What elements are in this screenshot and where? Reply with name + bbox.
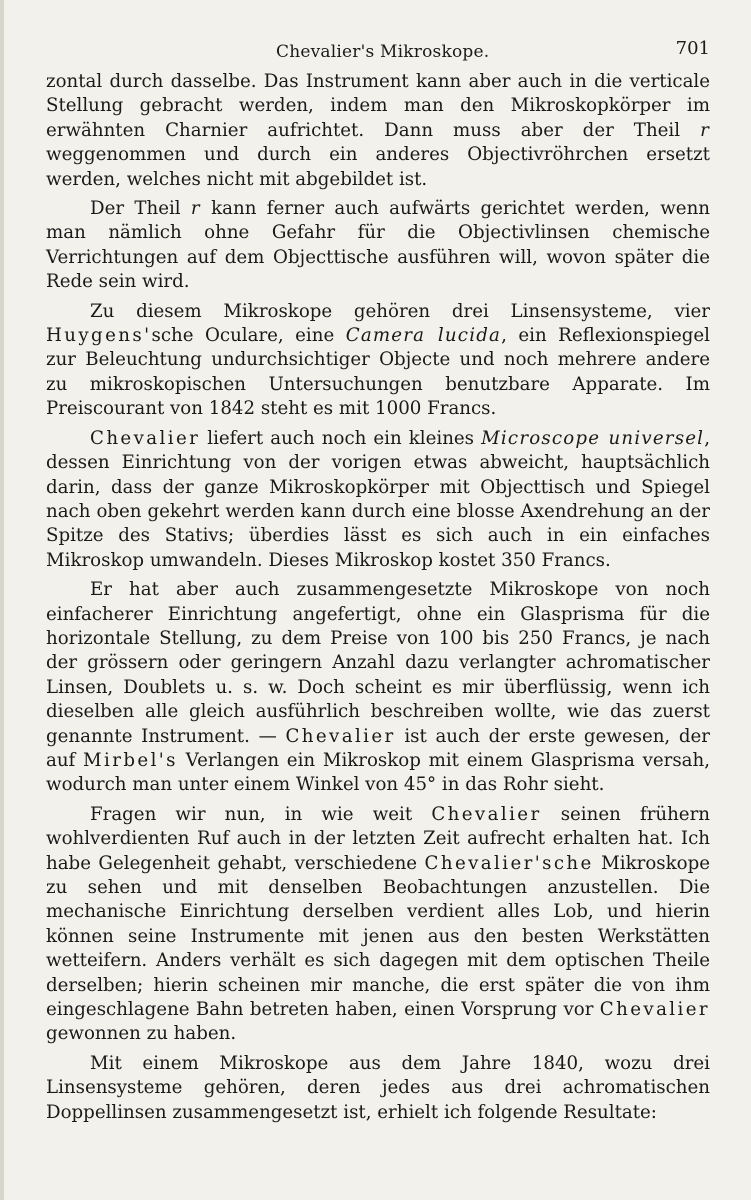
spaced-name: Huygens': [46, 325, 152, 347]
paragraph: [46, 1052, 710, 1125]
text-run: kann ferner auch aufwärts gerichtet werden, wenn man nämlich ohne Gefahr für die Objectivlinsen chemische Verrichtungen auf dem Objecttische ausführen will, wovon später die Rede sein wird.: [46, 198, 710, 293]
page-edge: [0, 0, 4, 1200]
text-run: Mikroskope zu sehen und mit denselben Beobachtungen anzustellen. Die mechanische Einrichtung derselben verdient alles Lob, und hierin können seine Instrumente mit jenen aus den besten Werkstätten wetteifern. Anders verhält es sich dagegen mit dem optischen Theile derselben; hierin scheinen mir manche, die erst später die von ihm eingeschlagene Bahn betreten haben, einen Vorsprung vor: [46, 852, 710, 1021]
spaced-name: Mirbel's: [83, 749, 178, 771]
spaced-name: Chevalier'sche: [424, 852, 594, 874]
text-run: weggenommen und durch ein anderes Objectivröhrchen ersetzt werden, welches nicht mit abgebildet ist.: [46, 144, 710, 190]
text-run: Er hat aber auch zusammengesetzte Mikroskope von noch einfacherer Einrichtung angefertigt, ohne ein Glasprisma für die horizontale Stellung, zu dem Preise von 100 bis 250 Francs, je nach der grössern oder geringern Anzahl dazu verlangter achromatischer Linsen, Doublets u. s. w. Doch scheint es mir überflüssig, wenn ich dieselben alle gleich ausführlich beschreiben wollte, wie das zuerst genannte Instrument. —: [46, 579, 710, 747]
paragraph: [46, 300, 710, 422]
italic-text: r: [190, 198, 201, 220]
book-page: [46, 34, 710, 1130]
paragraph: [46, 427, 710, 573]
paragraph: [46, 197, 710, 295]
spaced-name: Chevalier: [90, 427, 201, 449]
spaced-name: Chevalier: [431, 803, 542, 825]
page-number: 701: [675, 38, 710, 59]
italic-text: Microscope universel: [481, 427, 705, 449]
text-run: Verlangen ein Mikroskop mit einem Glasprisma versah, wodurch man unter einem Winkel von 45° in das Rohr sieht.: [46, 749, 710, 796]
text-run: seinen frühern wohlverdienten Ruf auch in der letzten Zeit aufrecht erhalten hat. Ich habe Gelegenheit gehabt, verschiedene: [46, 803, 710, 874]
text-run: Mit einem Mikroskope aus dem Jahre 1840, wozu drei Linsensysteme gehören, deren jedes aus drei achromatischen Doppellinsen zusammengesetzt ist, erhielt ich folgende Resultate:: [46, 1052, 710, 1123]
paragraph: [46, 578, 710, 798]
text-run: sche Oculare, eine: [151, 325, 346, 347]
text-run: Zu diesem Mikroskope gehören drei Linsensysteme, vier: [90, 300, 710, 322]
text-run: gewonnen zu haben.: [46, 1023, 237, 1045]
text-run: zontal durch dasselbe. Das Instrument kann aber auch in die verticale Stellung gebracht werden, indem man den Mikroskopkörper im erwähnten Charnier aufrichtet. Dann muss aber der Theil: [46, 71, 710, 141]
running-title: Chevalier's Mikroskope.: [276, 42, 490, 62]
text-run: liefert auch noch ein kleines: [200, 427, 482, 449]
running-head: [46, 34, 710, 70]
paragraph: [46, 803, 710, 1047]
text-run: , dessen Einrichtung von der vorigen etwas abweicht, hauptsächlich darin, dass der ganze Mikroskopkörper mit Objecttisch und Spiegel nach oben gekehrt werden kann durch eine blosse Axendrehung an der Spitze des Stativs; überdies lässt es sich auch in ein einfaches Mikroskop umwandeln. Dieses Mikroskop kostet 350 Francs.: [46, 427, 710, 571]
text-run: , ein Reflexionspiegel zur Beleuchtung undurchsichtiger Objecte und noch mehrere andere zu mikroskopischen Untersuchungen benutzbare Apparate. Im Preiscourant von 1842 steht es mit 1000 Francs.: [46, 325, 710, 420]
text-run: Der Theil: [90, 198, 191, 220]
spaced-name: Chevalier: [285, 725, 396, 747]
text-run: ist auch der erste gewesen, der auf: [46, 725, 710, 771]
italic-text: Camera lucida: [345, 325, 502, 347]
body-text: [46, 70, 710, 1125]
italic-text: r: [700, 119, 710, 141]
paragraph: [46, 70, 710, 192]
spaced-name: Chevalier: [599, 999, 710, 1021]
text-run: Fragen wir nun, in wie weit: [90, 803, 432, 825]
